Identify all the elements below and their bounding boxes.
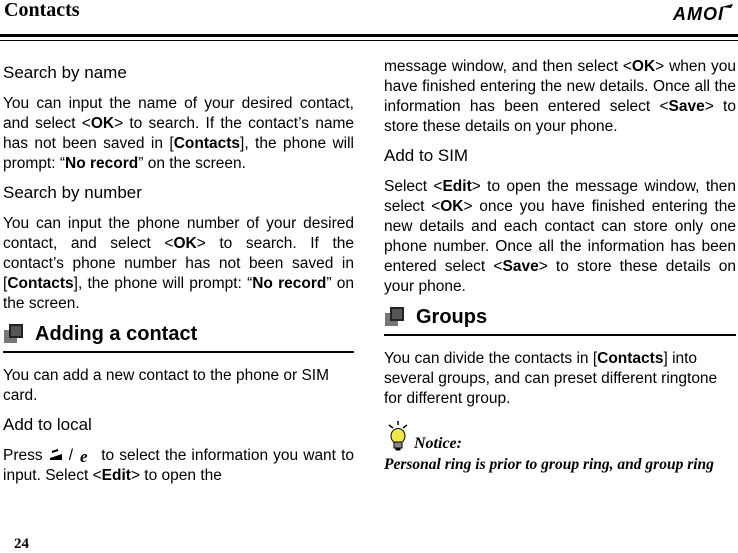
no-record-keyword: No record (252, 275, 327, 292)
svg-text:AMOI: AMOI (673, 4, 724, 23)
right-column (384, 57, 736, 475)
svg-text:e: e (80, 446, 88, 465)
notice-text: Personal ring is prior to group ring, and group ring (384, 456, 714, 473)
edit-keyword: Edit (442, 178, 472, 195)
groups-paragraph: You can divide the contacts in [Contacts] into several groups, and can preset different ringtone for different group. (384, 350, 718, 407)
left-column (3, 58, 354, 494)
section-bullet-icon (3, 322, 25, 344)
search-by-number-paragraph: You can input the phone number of your desired contact, and select <OK> to search. If the contact’s phone number has not been saved in [Contacts], the phone will prompt: “No record” on the screen. (3, 215, 354, 312)
section-bullet-icon (384, 305, 406, 327)
edit-key-icon (78, 447, 96, 465)
brand-logo (671, 3, 735, 23)
add-to-local-heading: Add to local (3, 415, 92, 434)
section-rule (384, 334, 736, 336)
ok-keyword: OK (90, 115, 115, 132)
amoi-logo-icon (671, 3, 735, 23)
lightbulb-icon (386, 421, 410, 451)
contacts-keyword: Contacts (7, 275, 74, 292)
save-keyword: Save (668, 98, 705, 115)
search-by-number-heading: Search by number (3, 183, 142, 202)
contacts-keyword: Contacts (173, 135, 241, 152)
search-by-name-heading: Search by name (3, 63, 127, 82)
ok-keyword: OK (631, 58, 656, 75)
adding-contact-section-header (3, 322, 354, 352)
page-number: 24 (14, 536, 29, 552)
add-to-sim-paragraph: Select <Edit> to open the message window, then select <OK> once you have finished entering the new details and each contact can store only one phone number. Once all the information has been entered select <Save> to store these details on your phone. (384, 178, 736, 295)
edit-keyword: Edit (101, 467, 131, 484)
ok-keyword: OK (173, 235, 197, 252)
notice-header (384, 421, 736, 453)
save-keyword: Save (502, 258, 539, 275)
adding-contact-heading: Adding a contact (35, 323, 198, 345)
adding-contact-paragraph: You can add a new contact to the phone or SIM card. (3, 367, 330, 404)
header-rule-thin (0, 40, 738, 41)
groups-heading: Groups (416, 306, 488, 328)
header-rule-thick (0, 34, 738, 37)
add-to-sim-heading: Add to SIM (384, 146, 469, 165)
no-record-keyword: No record (65, 155, 139, 172)
search-by-name-paragraph: You can input the name of your desired contact, and select <OK> to search. If the contact’s name has not been saved in [Contacts], the phone will prompt: “No record” on the screen. (3, 95, 354, 172)
groups-section-header (384, 305, 736, 335)
ok-keyword: OK (440, 198, 464, 215)
notice-title: Notice: (414, 435, 462, 452)
add-to-local-continued-paragraph: message window, and then select <OK> when you have finished entering the new details. Once all the information has been entered select <Save> to store these details on your phone. (384, 58, 736, 135)
add-to-local-paragraph: Press / e to select the information you want to input. Select <Edit> to open the (3, 446, 354, 484)
page-header-title: Contacts (4, 0, 80, 21)
contacts-keyword: Contacts (597, 350, 664, 367)
left-softkey-icon (48, 448, 64, 464)
section-rule (3, 351, 354, 353)
